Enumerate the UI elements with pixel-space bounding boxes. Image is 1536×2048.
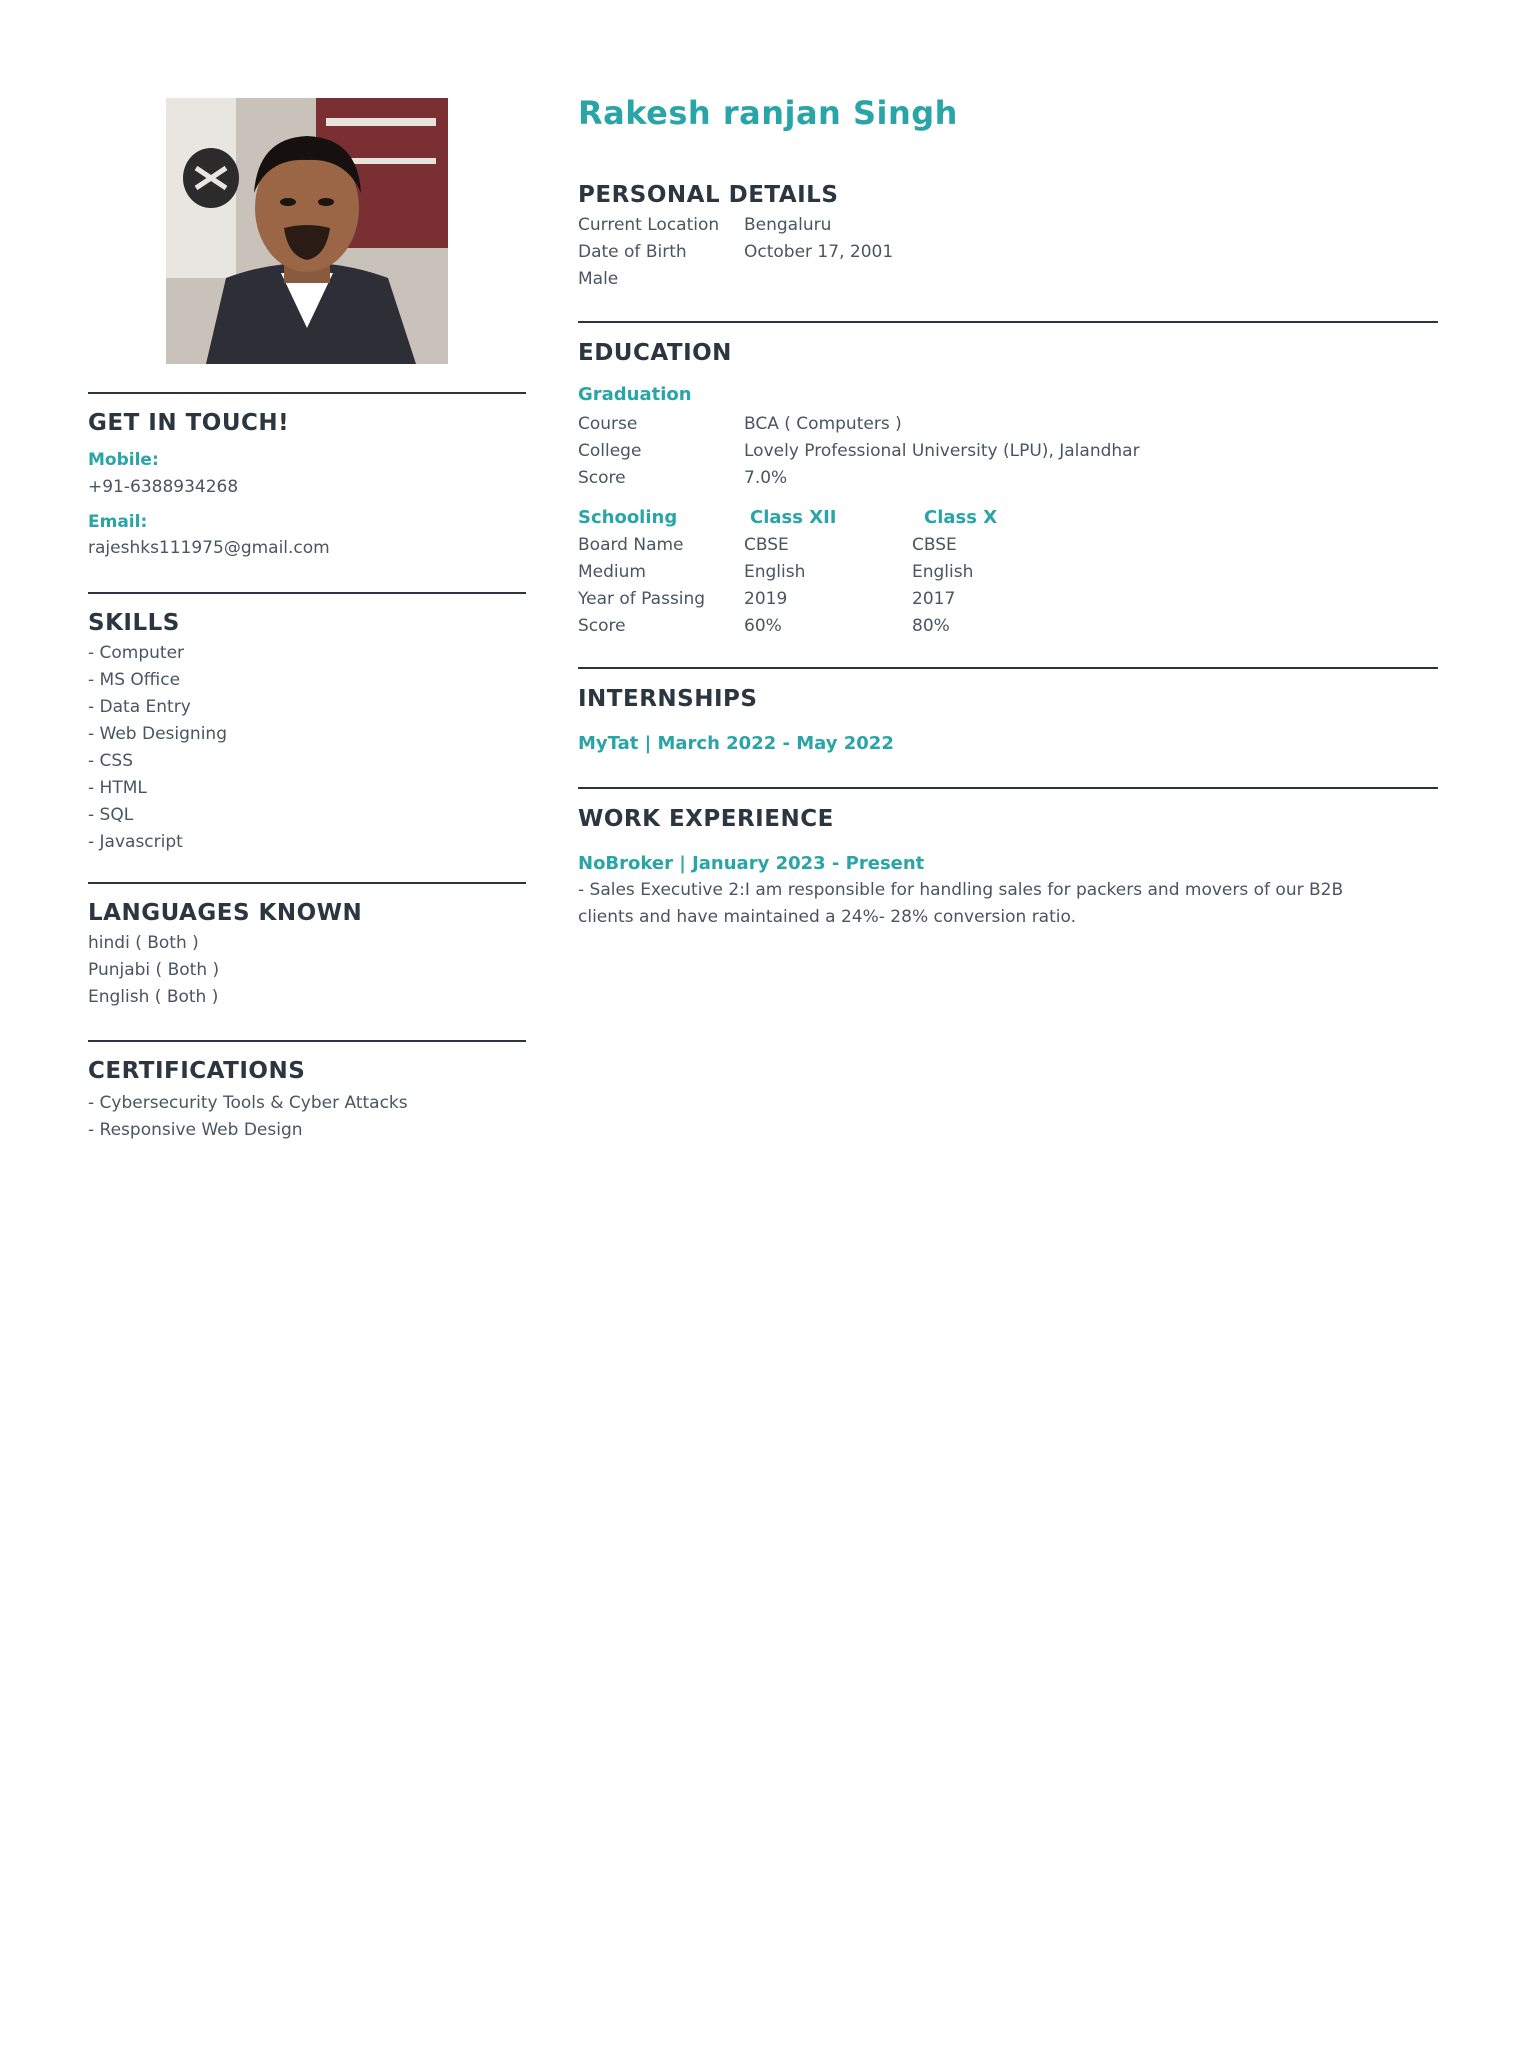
email-value: rajeshks111975@gmail.com — [88, 538, 330, 558]
mobile-label: Mobile: — [88, 450, 159, 470]
skills-heading: SKILLS — [88, 610, 180, 636]
skill-item: - Computer — [88, 643, 185, 663]
work-description-line: - Sales Executive 2:I am responsible for handling sales for packers and movers of our B2B — [578, 880, 1344, 900]
class-xii-value: 60% — [744, 616, 782, 636]
email-label: Email: — [88, 512, 148, 532]
course-label: Course — [578, 414, 638, 434]
divider — [88, 1040, 526, 1042]
certifications-list — [88, 1090, 408, 1144]
work-description-line: clients and have maintained a 24%- 28% conversion ratio. — [578, 907, 1076, 927]
row-label: Medium — [578, 562, 646, 582]
divider — [578, 787, 1438, 789]
certification-item: - Cybersecurity Tools & Cyber Attacks — [88, 1093, 408, 1113]
divider — [578, 321, 1438, 323]
skills-list — [88, 640, 227, 856]
work-heading: WORK EXPERIENCE — [578, 806, 834, 832]
college-label: College — [578, 441, 642, 461]
certifications-heading: CERTIFICATIONS — [88, 1058, 306, 1084]
schooling-title: Schooling — [578, 507, 678, 528]
divider — [88, 592, 526, 594]
mobile-value: +91-6388934268 — [88, 477, 239, 497]
divider — [578, 667, 1438, 669]
location-value: Bengaluru — [744, 215, 832, 235]
internships-heading: INTERNSHIPS — [578, 686, 758, 712]
profile-photo — [166, 98, 448, 364]
personal-heading: PERSONAL DETAILS — [578, 182, 839, 208]
row-label: Year of Passing — [578, 589, 706, 609]
education-heading: EDUCATION — [578, 340, 732, 366]
certification-item: - Responsive Web Design — [88, 1120, 303, 1140]
divider — [88, 882, 526, 884]
internship-entry: MyTat | March 2022 - May 2022 — [578, 733, 894, 754]
skill-item: - SQL — [88, 805, 134, 825]
language-item: English ( Both ) — [88, 987, 219, 1007]
language-item: Punjabi ( Both ) — [88, 960, 220, 980]
score-value: 7.0% — [744, 468, 788, 488]
location-label: Current Location — [578, 215, 720, 235]
class-x-value: 2017 — [912, 589, 956, 609]
languages-heading: LANGUAGES KNOWN — [88, 900, 363, 926]
gender-value: Male — [578, 269, 619, 289]
dob-label: Date of Birth — [578, 242, 687, 262]
graduation-title: Graduation — [578, 384, 692, 405]
row-label: Board Name — [578, 535, 684, 555]
class-xii-value: 2019 — [744, 589, 788, 609]
college-value: Lovely Professional University (LPU), Jalandhar — [744, 441, 1140, 461]
skill-item: - HTML — [88, 778, 147, 798]
row-label: Score — [578, 616, 626, 636]
dob-value: October 17, 2001 — [744, 242, 894, 262]
skill-item: - Data Entry — [88, 697, 191, 717]
skill-item: - Web Designing — [88, 724, 227, 744]
language-item: hindi ( Both ) — [88, 933, 199, 953]
skill-item: - CSS — [88, 751, 133, 771]
class-xii-value: CBSE — [744, 535, 789, 555]
course-value: BCA ( Computers ) — [744, 414, 902, 434]
contact-heading: GET IN TOUCH! — [88, 410, 290, 436]
languages-list — [88, 930, 219, 1011]
class-x-value: 80% — [912, 616, 950, 636]
score-label: Score — [578, 468, 626, 488]
work-entry: NoBroker | January 2023 - Present — [578, 853, 925, 874]
skill-item: - MS Office — [88, 670, 181, 690]
class-x-header: Class X — [924, 507, 998, 528]
class-x-value: CBSE — [912, 535, 957, 555]
class-xii-value: English — [744, 562, 806, 582]
skill-item: - Javascript — [88, 832, 183, 852]
divider — [88, 392, 526, 394]
class-xii-header: Class XII — [750, 507, 837, 528]
candidate-name: Rakesh ranjan Singh — [578, 94, 958, 132]
class-x-value: English — [912, 562, 974, 582]
